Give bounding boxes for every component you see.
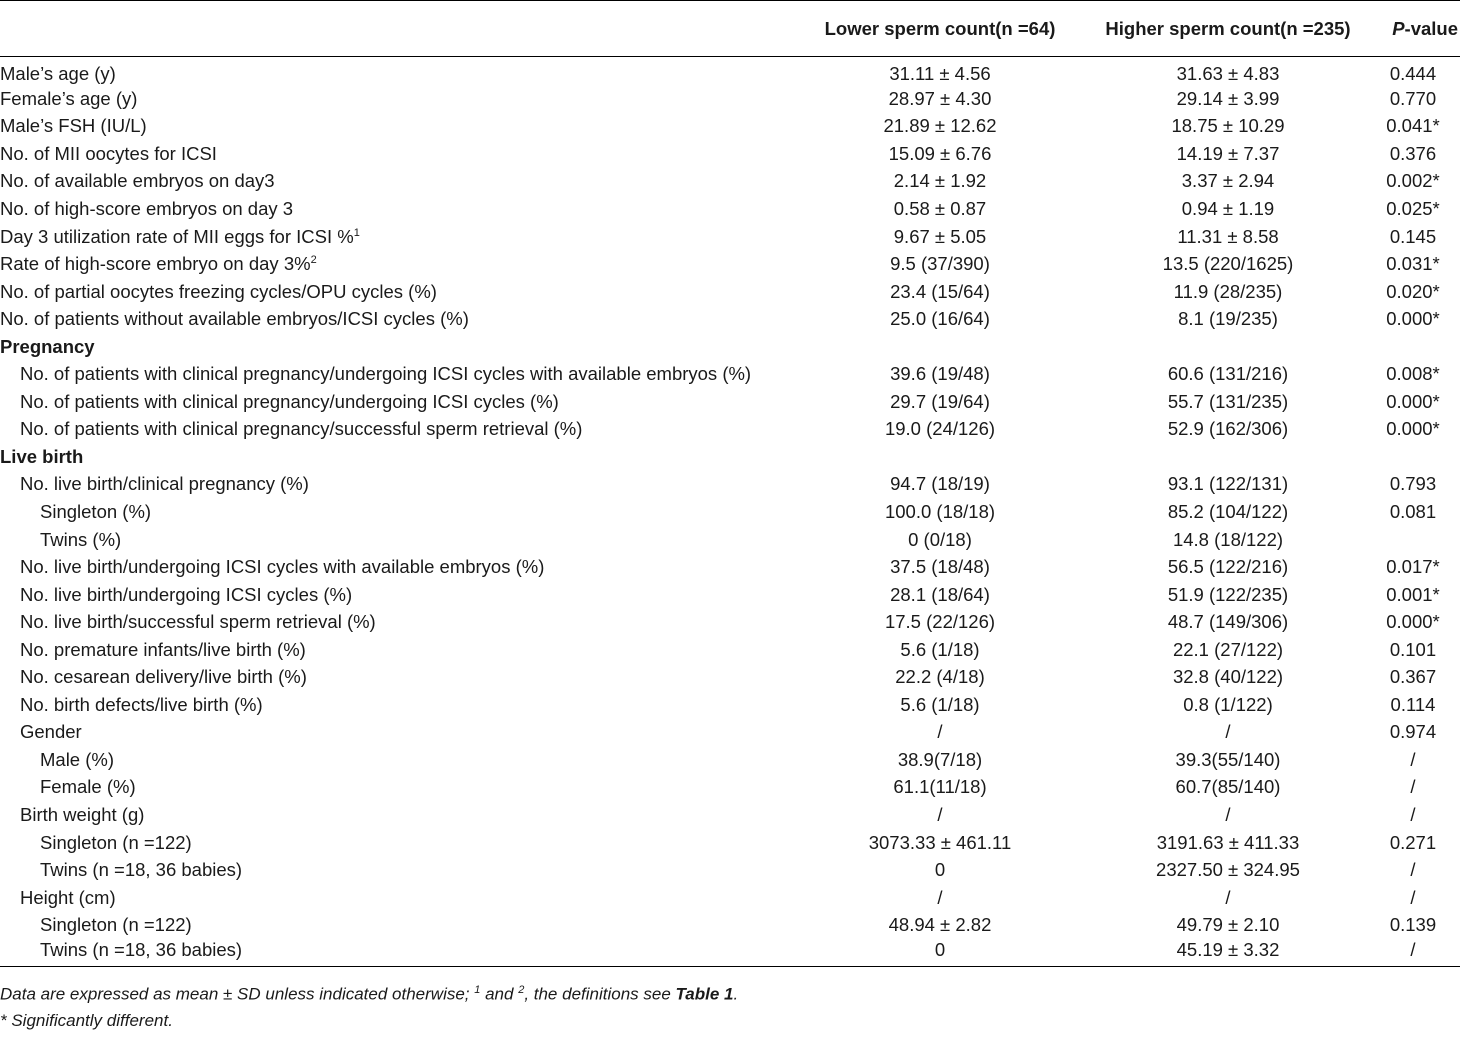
- p-value: 0.114: [1390, 693, 1436, 715]
- p-value: 0.145: [1389, 225, 1437, 247]
- lower-count-value: [790, 333, 1090, 361]
- higher-count-value: 93.1 (122/131): [1167, 473, 1289, 495]
- table-row: [0, 388, 1460, 416]
- p-value: 0.271: [1389, 831, 1437, 853]
- higher-count-value: 55.7 (131/235): [1167, 390, 1289, 412]
- row-label-text: No. of patients with clinical pregnancy/undergoing ICSI cycles with available embryos (%): [20, 363, 752, 385]
- table-row: [0, 691, 1460, 719]
- lower-count-value: 3073.33 ± 461.11: [868, 831, 1012, 853]
- lower-count-value: [790, 443, 1090, 471]
- row-label-text: No. live birth/undergoing ICSI cycles (%): [20, 583, 353, 605]
- table-row: [0, 498, 1460, 526]
- higher-count-value: 56.5 (122/216): [1167, 556, 1289, 578]
- p-value: 0.000*: [1386, 418, 1440, 440]
- row-label-text: No. of patients without available embryos/ICSI cycles (%): [0, 308, 469, 330]
- p-value: /: [1366, 939, 1460, 967]
- table-row: [0, 57, 1460, 86]
- row-label: [0, 57, 790, 86]
- p-value: /: [1410, 859, 1416, 881]
- row-label: [0, 553, 790, 581]
- lower-count-value: 25.0 (16/64): [890, 308, 990, 330]
- footnote-sup-2: 2: [518, 984, 525, 996]
- row-label: [0, 85, 790, 113]
- row-label-text: Day 3 utilization rate of MII eggs for ICSI %: [0, 225, 354, 247]
- table-row: [0, 581, 1460, 609]
- p-value: [1366, 333, 1460, 361]
- higher-count-value: 49.79 ± 2.10: [1176, 914, 1280, 936]
- footnote-definitions: [0, 977, 1460, 1008]
- table-row: [0, 553, 1460, 581]
- footnote-table-ref: Table 1: [675, 984, 734, 1004]
- higher-count-value: 60.7(85/140): [1175, 776, 1281, 798]
- higher-count-value: /: [1225, 886, 1231, 908]
- row-label-superscript: 1: [353, 226, 360, 239]
- higher-count-value: 2327.50 ± 324.95: [1156, 859, 1300, 881]
- table-row: [0, 113, 1460, 141]
- row-label-text: Female (%): [40, 776, 136, 798]
- row-label-text: No. of available embryos on day3: [0, 170, 275, 192]
- lower-count-value: 28.97 ± 4.30: [888, 87, 992, 109]
- p-value: /: [1410, 803, 1416, 825]
- row-label: [0, 663, 790, 691]
- lower-count-value: 0 (0/18): [908, 528, 972, 550]
- row-label: [0, 939, 790, 967]
- lower-count-value: /: [937, 886, 943, 908]
- lower-count-value: 0: [790, 939, 1090, 967]
- higher-count-value: 48.7 (149/306): [1167, 611, 1289, 633]
- section-row: [0, 333, 1460, 361]
- higher-count-value: 32.8 (40/122): [1172, 666, 1284, 688]
- row-label-text: No. premature infants/live birth (%): [20, 638, 306, 660]
- row-label: [0, 608, 790, 636]
- higher-count-value: 60.6 (131/216): [1167, 363, 1289, 385]
- lower-count-value: 48.94 ± 2.82: [888, 914, 992, 936]
- p-value: 0.367: [1389, 666, 1437, 688]
- table-row: [0, 526, 1460, 554]
- p-value: 0.031*: [1386, 253, 1440, 275]
- table-row: [0, 911, 1460, 939]
- lower-count-value: 19.0 (24/126): [884, 418, 996, 440]
- p-value: [1366, 443, 1460, 471]
- lower-count-value: /: [937, 721, 943, 743]
- p-value: 0.101: [1389, 638, 1437, 660]
- higher-count-value: 14.19 ± 7.37: [1176, 142, 1280, 164]
- table-row: [0, 608, 1460, 636]
- p-value: 0.025*: [1386, 197, 1440, 219]
- row-label: [0, 223, 790, 251]
- lower-count-value: 21.89 ± 12.62: [883, 115, 997, 137]
- lower-count-value: 23.4 (15/64): [890, 280, 990, 302]
- higher-count-value: /: [1225, 721, 1231, 743]
- higher-count-value: 14.8 (18/122): [1172, 528, 1284, 550]
- table-row: [0, 195, 1460, 223]
- lower-count-value: 0: [934, 859, 946, 881]
- row-label-text: Height (cm): [20, 886, 116, 908]
- row-label: [0, 884, 790, 912]
- p-value: /: [1410, 886, 1416, 908]
- higher-count-value: 3.37 ± 2.94: [1181, 170, 1275, 192]
- table-row: [0, 774, 1460, 802]
- higher-count-value: 51.9 (122/235): [1167, 583, 1289, 605]
- row-label: [0, 911, 790, 939]
- row-label-text: No. of high-score embryos on day 3: [0, 197, 294, 219]
- lower-count-value: 22.2 (4/18): [895, 666, 985, 688]
- section-row: [0, 443, 1460, 471]
- row-label: [0, 278, 790, 306]
- table-header: [0, 1, 1460, 57]
- row-label: [0, 719, 790, 747]
- table-row: [0, 663, 1460, 691]
- table-row: [0, 939, 1460, 967]
- footnote-significance: * Significantly different.: [0, 1010, 173, 1030]
- lower-count-value: 5.6 (1/18): [900, 693, 980, 715]
- row-label-superscript: 2: [310, 253, 317, 266]
- higher-count-value: [1090, 443, 1366, 471]
- section-label: [0, 443, 790, 471]
- header-higher-sperm-count: Higher sperm count(n =235): [1090, 1, 1366, 57]
- table-row: [0, 856, 1460, 884]
- header-p-italic: P: [1392, 17, 1405, 39]
- row-label-text: Live birth: [0, 445, 84, 467]
- section-label: [0, 333, 790, 361]
- p-value: 0.000*: [1386, 308, 1440, 330]
- row-label: [0, 829, 790, 857]
- higher-count-value: 18.75 ± 10.29: [1171, 115, 1285, 137]
- row-label-text: Male’s age (y): [0, 63, 116, 84]
- footnote-text-start: Data are expressed as mean ± SD unless indicated otherwise;: [0, 984, 475, 1004]
- row-label: [0, 416, 790, 444]
- row-label-text: Male’s FSH (IU/L): [0, 115, 147, 137]
- table-row: [0, 801, 1460, 829]
- row-label: [0, 471, 790, 499]
- p-value: 0.793: [1389, 473, 1437, 495]
- p-value: 0.000*: [1386, 611, 1440, 633]
- header-p-value: [1366, 1, 1460, 57]
- row-label-text: No. live birth/successful sperm retrieval (%): [20, 611, 376, 633]
- p-value: 0.444: [1389, 63, 1437, 84]
- row-label: [0, 388, 790, 416]
- row-label-text: No. birth defects/live birth (%): [20, 693, 263, 715]
- row-label: [0, 774, 790, 802]
- higher-count-value: 39.3(55/140): [1175, 748, 1281, 770]
- table-row: [0, 360, 1460, 388]
- row-label-text: Male (%): [40, 748, 115, 770]
- p-value: /: [1410, 748, 1416, 770]
- row-label-text: Singleton (n =122): [40, 914, 192, 936]
- row-label-text: Gender: [20, 721, 82, 743]
- higher-count-value: 29.14 ± 3.99: [1176, 87, 1280, 109]
- row-label-text: Twins (n =18, 36 babies): [40, 859, 243, 881]
- p-value: 0.017*: [1386, 556, 1440, 578]
- lower-count-value: 9.67 ± 5.05: [893, 225, 987, 247]
- higher-count-value: 22.1 (27/122): [1172, 638, 1284, 660]
- row-label: [0, 195, 790, 223]
- lower-count-value: 29.7 (19/64): [890, 390, 990, 412]
- lower-count-value: 37.5 (18/48): [890, 556, 990, 578]
- row-label-text: Birth weight (g): [20, 803, 145, 825]
- row-label-text: No. cesarean delivery/live birth (%): [20, 666, 307, 688]
- row-label: [0, 526, 790, 554]
- higher-count-value: [1090, 333, 1366, 361]
- p-value: /: [1410, 776, 1416, 798]
- row-label-text: Pregnancy: [0, 335, 95, 357]
- row-label: [0, 801, 790, 829]
- lower-count-value: 94.7 (18/19): [890, 473, 990, 495]
- row-label: [0, 746, 790, 774]
- higher-count-value: 31.63 ± 4.83: [1176, 63, 1280, 84]
- table-body: [0, 57, 1460, 967]
- table-row: [0, 140, 1460, 168]
- lower-count-value: 39.6 (19/48): [890, 363, 990, 385]
- p-value: [1366, 526, 1460, 554]
- header-p-rest: -value: [1404, 17, 1458, 39]
- higher-count-value: 0.8 (1/122): [1183, 693, 1273, 715]
- row-label: [0, 636, 790, 664]
- lower-count-value: 38.9(7/18): [897, 748, 983, 770]
- row-label: [0, 581, 790, 609]
- table-row: [0, 416, 1460, 444]
- higher-count-value: 52.9 (162/306): [1167, 418, 1289, 440]
- footnote-text-mid: , the definitions see: [524, 984, 676, 1004]
- row-label: [0, 113, 790, 141]
- lower-count-value: 2.14 ± 1.92: [893, 170, 987, 192]
- row-label: [0, 856, 790, 884]
- header-label: [0, 1, 790, 57]
- row-label-text: Twins (%): [40, 528, 122, 550]
- higher-count-value: /: [1225, 803, 1231, 825]
- row-label-text: Singleton (n =122): [40, 831, 192, 853]
- row-label-text: Singleton (%): [40, 500, 152, 522]
- lower-count-value: 28.1 (18/64): [890, 583, 990, 605]
- table-row: [0, 278, 1460, 306]
- lower-count-value: /: [937, 803, 943, 825]
- row-label: [0, 305, 790, 333]
- row-label-text: No. of patients with clinical pregnancy/undergoing ICSI cycles (%): [20, 390, 559, 412]
- lower-count-value: 9.5 (37/390): [890, 253, 990, 275]
- row-label: [0, 168, 790, 196]
- higher-count-value: 85.2 (104/122): [1167, 500, 1289, 522]
- header-row: [0, 1, 1460, 57]
- p-value: 0.002*: [1386, 170, 1440, 192]
- table-row: [0, 305, 1460, 333]
- higher-count-value: 45.19 ± 3.32: [1090, 939, 1366, 967]
- p-value: 0.376: [1389, 142, 1437, 164]
- higher-count-value: 8.1 (19/235): [1178, 308, 1278, 330]
- lower-count-value: 61.1(11/18): [893, 776, 987, 798]
- footnote-and: and: [480, 984, 519, 1004]
- higher-count-value: 13.5 (220/1625): [1162, 253, 1294, 275]
- row-label-text: No. live birth/undergoing ICSI cycles with available embryos (%): [20, 556, 545, 578]
- row-label-text: No. of MII oocytes for ICSI: [0, 142, 217, 164]
- lower-count-value: 5.6 (1/18): [900, 638, 980, 660]
- p-value: 0.000*: [1386, 390, 1440, 412]
- table-row: [0, 636, 1460, 664]
- higher-count-value: 11.9 (28/235): [1173, 280, 1283, 302]
- header-lower-sperm-count: Lower sperm count(n =64): [790, 1, 1090, 57]
- table-row: [0, 471, 1460, 499]
- higher-count-value: 0.94 ± 1.19: [1181, 197, 1275, 219]
- table-row: [0, 85, 1460, 113]
- p-value: 0.020*: [1386, 280, 1440, 302]
- row-label-text: Female’s age (y): [0, 87, 138, 109]
- higher-count-value: 11.31 ± 8.58: [1177, 225, 1279, 247]
- row-label: [0, 360, 790, 388]
- table-row: [0, 884, 1460, 912]
- p-value: 0.081: [1389, 500, 1437, 522]
- p-value: 0.001*: [1386, 583, 1440, 605]
- row-label-text: No. of partial oocytes freezing cycles/OPU cycles (%): [0, 280, 437, 302]
- row-label: [0, 140, 790, 168]
- lower-count-value: 17.5 (22/126): [884, 611, 996, 633]
- table-row: [0, 719, 1460, 747]
- p-value: 0.974: [1389, 721, 1437, 743]
- table-row: [0, 250, 1460, 278]
- p-value: 0.139: [1389, 914, 1437, 936]
- table-footnotes: [0, 977, 1460, 1034]
- lower-count-value: 31.11 ± 4.56: [889, 63, 991, 84]
- table-row: [0, 168, 1460, 196]
- lower-count-value: 15.09 ± 6.76: [888, 142, 992, 164]
- table-row: [0, 223, 1460, 251]
- lower-count-value: 0.58 ± 0.87: [893, 197, 987, 219]
- footnote-sup-1: 1: [474, 984, 481, 996]
- row-label: [0, 498, 790, 526]
- lower-count-value: 100.0 (18/18): [884, 500, 996, 522]
- p-value: 0.041*: [1386, 115, 1440, 137]
- row-label-text: Rate of high-score embryo on day 3%: [0, 253, 311, 275]
- row-label-text: Twins (n =18, 36 babies): [40, 939, 243, 961]
- row-label: [0, 691, 790, 719]
- p-value: 0.008*: [1386, 363, 1440, 385]
- row-label-text: No. live birth/clinical pregnancy (%): [20, 473, 309, 495]
- row-label: [0, 250, 790, 278]
- row-label-text: No. of patients with clinical pregnancy/successful sperm retrieval (%): [20, 418, 583, 440]
- p-value: 0.770: [1389, 87, 1437, 109]
- table-row: [0, 829, 1460, 857]
- footnote-text-end: .: [733, 984, 739, 1004]
- table-row: [0, 746, 1460, 774]
- higher-count-value: 3191.63 ± 411.33: [1156, 831, 1300, 853]
